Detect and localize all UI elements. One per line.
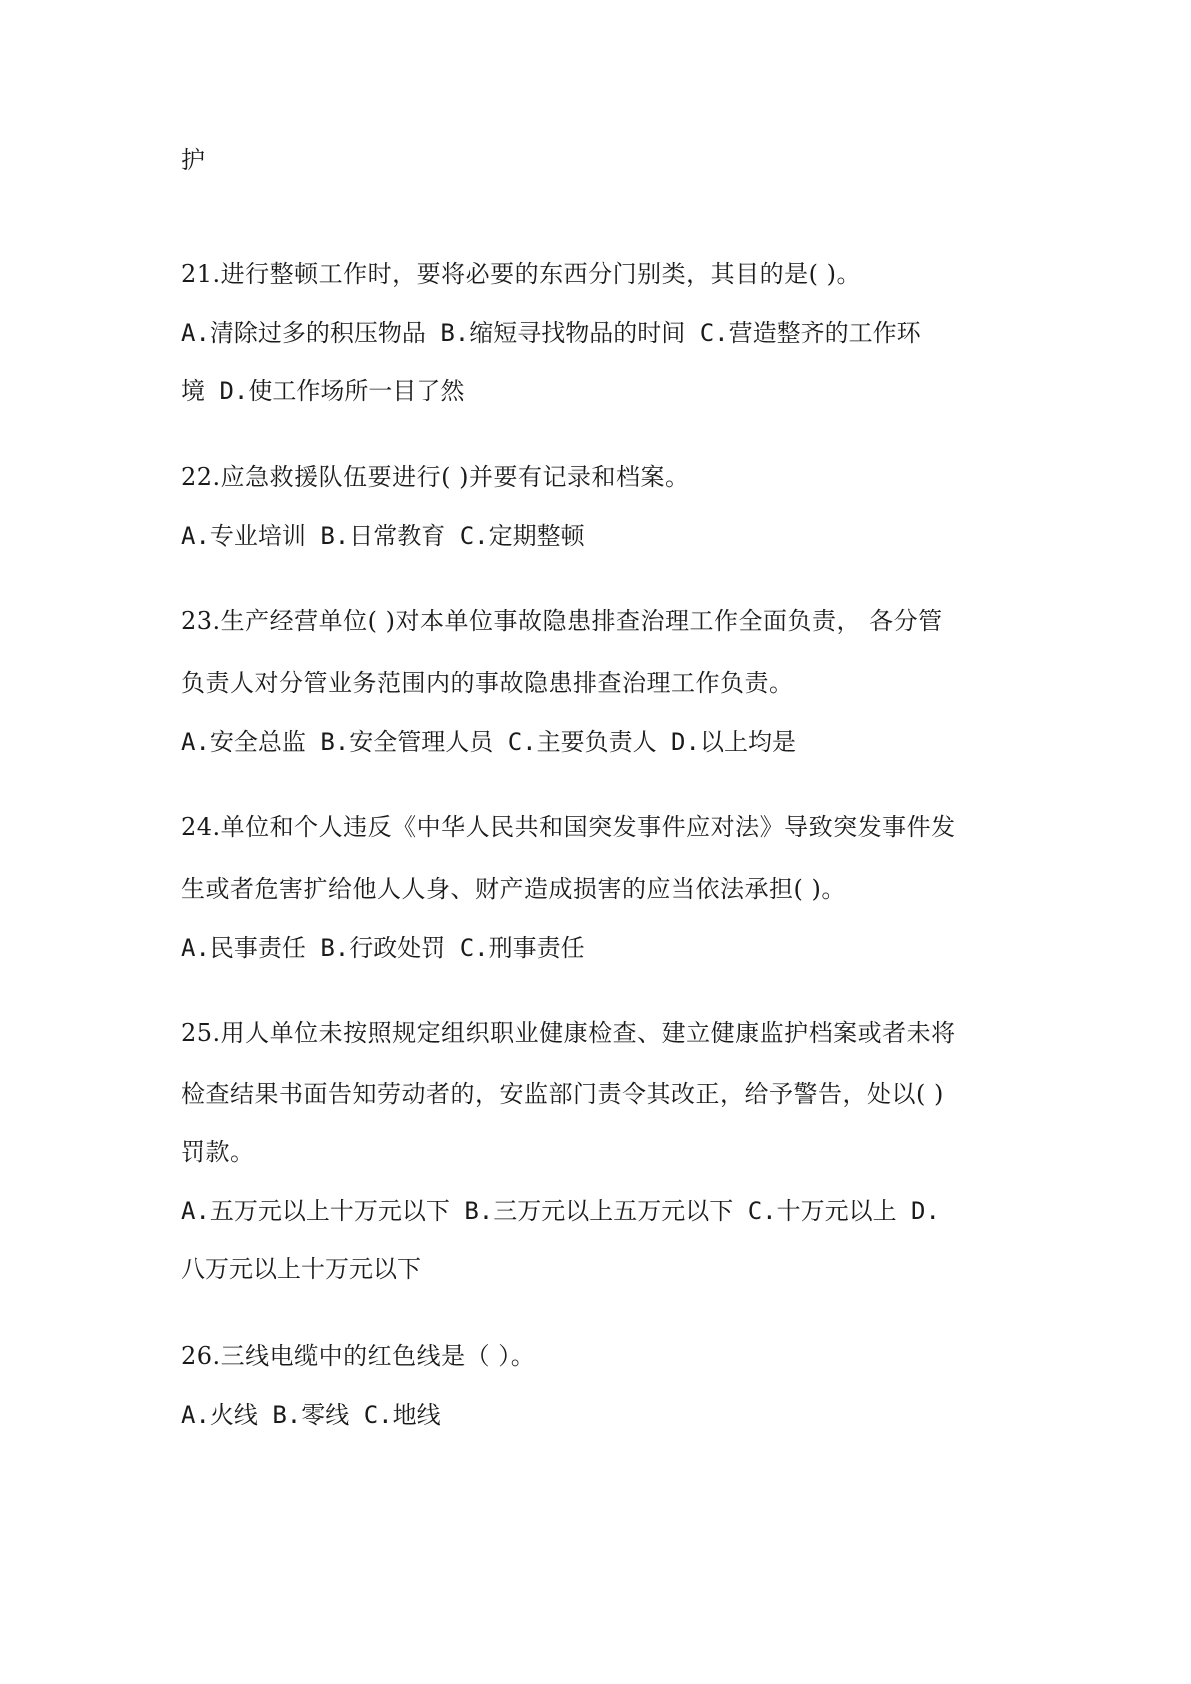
question-21-options-line-1: A.清除过多的积压物品 B.缩短寻找物品的时间 C.营造整齐的工作环 (181, 319, 921, 347)
question-24-stem-line-2: 生或者危害扩给他人人身、财产造成损害的应当依法承担( )。 (181, 875, 846, 903)
page-fragment-text: 护 (181, 146, 205, 174)
question-23-stem-line-2: 负责人对分管业务范围内的事故隐患排查治理工作负责。 (181, 669, 794, 697)
question-25-stem-line-3: 罚款。 (181, 1138, 255, 1166)
question-26-stem-line-1: 26.三线电缆中的红色线是（ ）。 (181, 1342, 536, 1370)
question-22-stem-line-1: 22.应急救援队伍要进行( )并要有记录和档案。 (181, 463, 690, 491)
question-25-options-line-2: 八万元以上十万元以下 (181, 1255, 421, 1283)
question-24-stem-line-1: 24.单位和个人违反《中华人民共和国突发事件应对法》导致突发事件发 (181, 813, 956, 841)
question-22-options-line-1: A.专业培训 B.日常教育 C.定期整顿 (181, 522, 585, 550)
question-23-options-line-1: A.安全总监 B.安全管理人员 C.主要负责人 D.以上均是 (181, 728, 796, 756)
question-25-options-line-1: A.五万元以上十万元以下 B.三万元以上五万元以下 C.十万元以上 D. (181, 1197, 940, 1225)
question-25-stem-line-2: 检查结果书面告知劳动者的，安监部门责令其改正，给予警告，处以( ) (181, 1080, 944, 1108)
question-26-options-line-1: A.火线 B.零线 C.地线 (181, 1401, 441, 1429)
question-23-stem-line-1: 23.生产经营单位( )对本单位事故隐患排查治理工作全面负责， 各分管 (181, 607, 943, 635)
question-21-options-line-2: 境 D.使工作场所一目了然 (181, 377, 465, 405)
question-25-stem-line-1: 25.用人单位未按照规定组织职业健康检查、建立健康监护档案或者未将 (181, 1019, 956, 1047)
question-24-options-line-1: A.民事责任 B.行政处罚 C.刑事责任 (181, 934, 585, 962)
question-21-stem-line-1: 21.进行整顿工作时，要将必要的东西分门别类，其目的是( )。 (181, 260, 862, 288)
